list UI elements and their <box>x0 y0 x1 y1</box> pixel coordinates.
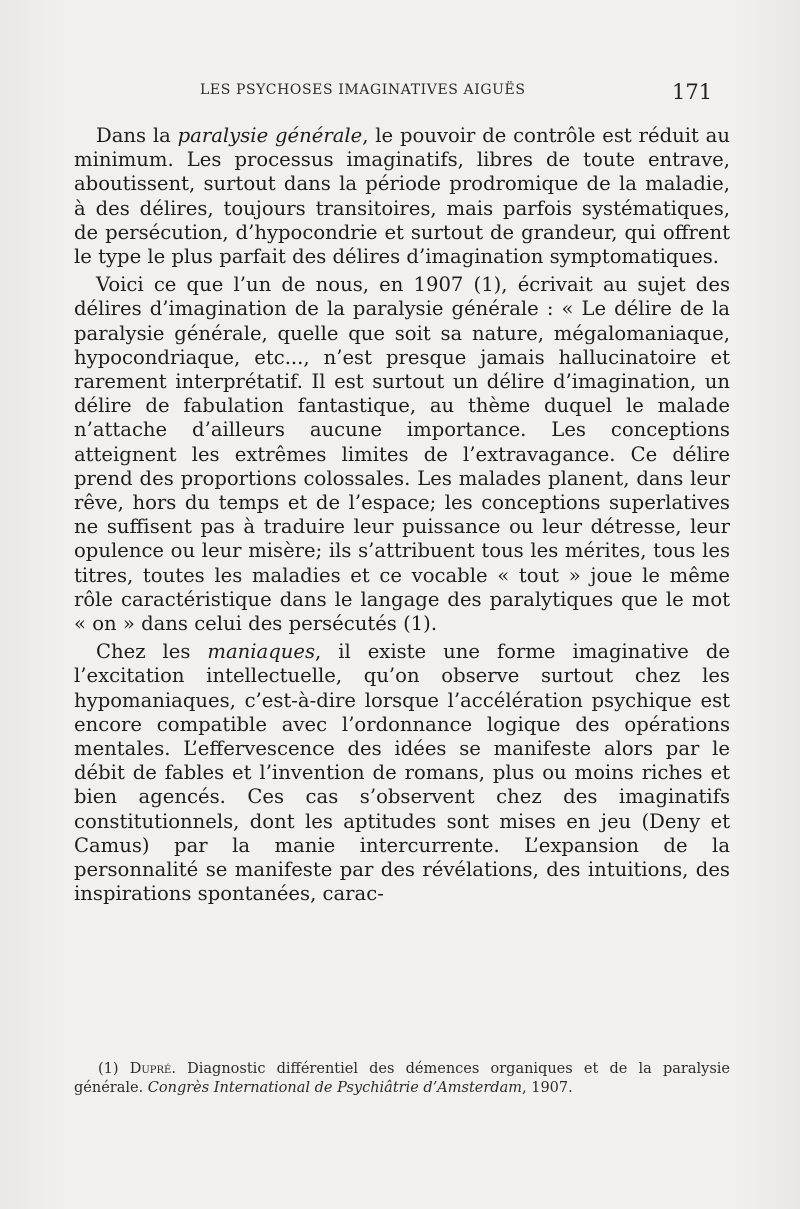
paragraph-1 <box>74 124 730 269</box>
paragraph-2 <box>74 273 730 636</box>
body-text <box>74 124 730 911</box>
footnote-year: , 1907. <box>522 1080 573 1096</box>
footnote-marker: (1) <box>98 1061 130 1077</box>
paragraph-3-start: Chez les <box>96 640 208 664</box>
paragraph-2-text: Voici ce que l’un de nous, en 1907 (1), écrivait au sujet des délires d’imagination de la paralysie générale : « Le délire de la paralysie générale, quelle que soit sa nature, mégalomaniaque, hypocondriaque, etc..., n’est presque jamais hallucinatoire et rarement interprétatif. Il est surtout un délire d’imagination, un délire de fabulation fantastique, au thème duquel le malade n’attache d’ailleurs aucune importance. Les conceptions atteignent les extrêmes limites de l’extravagance. Ce délire prend des proportions colossales. Les malades planent, dans leur rêve, hors du temps et de l’espace; les conceptions superlatives ne suffisent pas à traduire leur puissance ou leur détresse, leur opulence ou leur misère; ils s’attribuent tous les mérites, tous les titres, toutes les maladies et ce vocable « tout » joue le même rôle caractéristique dans le langage des paralytiques que le mot « on » dans celui des persécutés (1). <box>74 273 730 636</box>
page-number: 171 <box>672 80 713 104</box>
footnote <box>74 1060 730 1098</box>
paragraph-3-italic: maniaques <box>207 640 316 664</box>
paragraph-1-rest: , le pouvoir de contrôle est réduit au minimum. Les processus imaginatifs, libres de toute entrave, aboutissent, surtout dans la période prodromique de la maladie, à des délires, toujours transitoires, mais parfois systématiques, de persécution, d’hypocondrie et surtout de grandeur, qui offrent le type le plus parfait des délires d’imagination symptomatiques. <box>74 124 730 269</box>
paragraph-3 <box>74 640 730 906</box>
footnote-source: Congrès International de Psychiâtrie d’Amsterdam <box>147 1080 522 1096</box>
footnote-text: . Diagnostic différentiel des démences organiques et de la paralysie générale. <box>74 1061 730 1096</box>
paragraph-3-rest: , il existe une forme imaginative de l’excitation intellectuelle, qu’on observe surtout chez les hypomaniaques, c’est-à-dire lorsque l’accélération psychique est encore compatible avec l’ordonnance logique des opérations mentales. L’effervescence des idées se manifeste alors par le débit de fables et l’invention de romans, plus ou moins riches et bien agencés. Ces cas s’observent chez des imaginatifs constitutionnels, dont les aptitudes sont mises en jeu (Deny et Camus) par la manie intercurrente. L’expansion de la personnalité se manifeste par des révélations, des intuitions, des inspirations spontanées, carac- <box>74 640 730 906</box>
footnote-author: Dupré <box>129 1061 172 1077</box>
paragraph-1-italic: paralysie générale <box>177 124 363 147</box>
paragraph-1-start: Dans la <box>96 124 178 147</box>
running-head: LES PSYCHOSES IMAGINATIVES AIGUËS <box>200 82 526 98</box>
